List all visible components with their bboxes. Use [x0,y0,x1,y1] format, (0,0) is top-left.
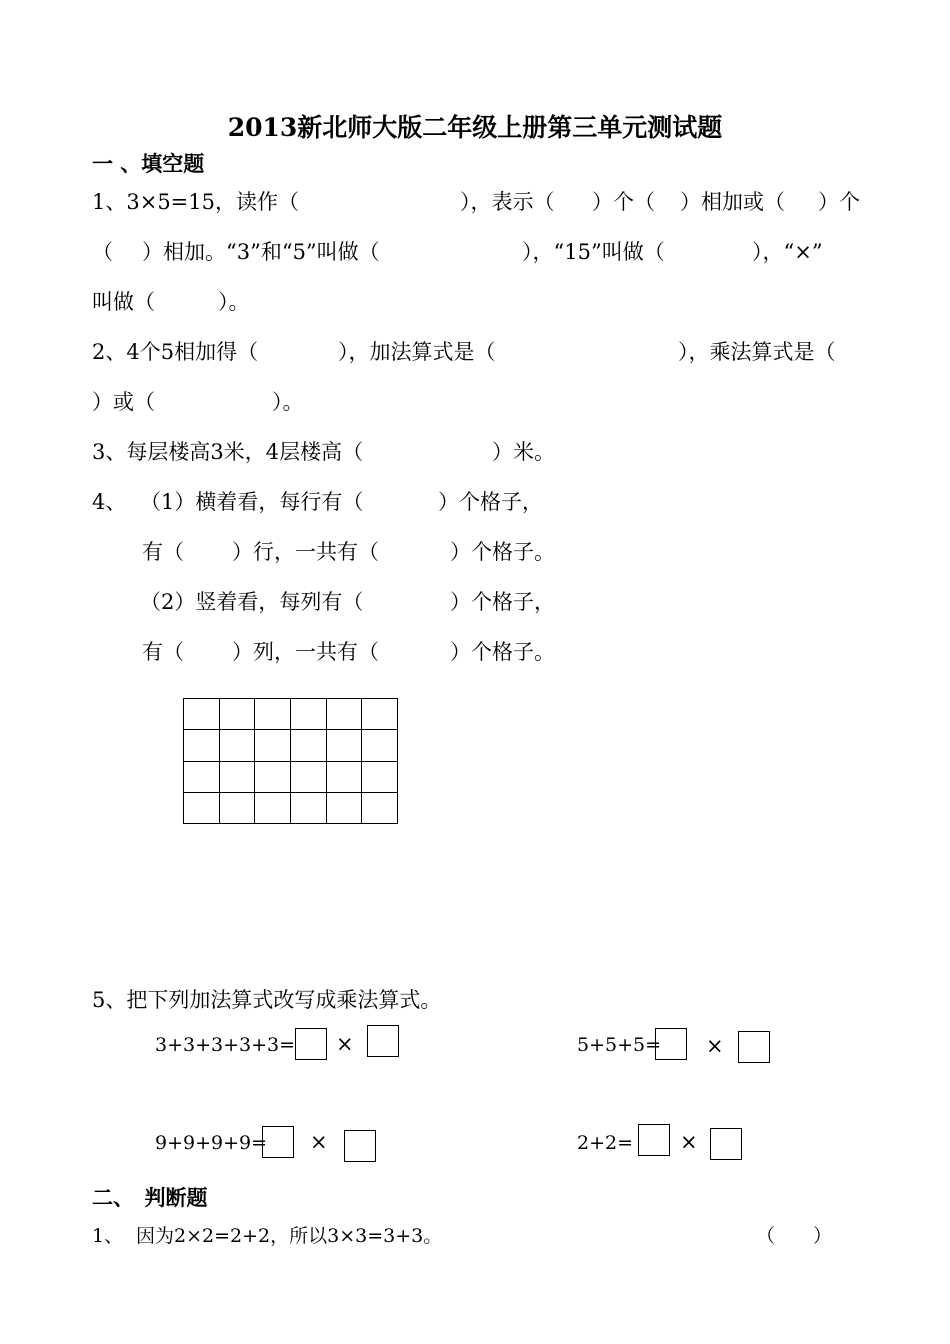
q5-expression: 9+9+9+9= [155,1132,268,1154]
q1-text: ）相加或（ [680,190,785,214]
q1-text: （ [92,240,113,264]
answer-box[interactable] [638,1124,670,1156]
q4-text: ）个格子， [438,490,543,514]
q1-text: ），表示（ [460,190,555,214]
answer-box[interactable] [738,1031,770,1063]
q2-text: ）或（ [92,390,155,414]
grid-cell [290,761,326,792]
q3-text: 3、每层楼高3米，4层楼高（ [92,440,364,464]
q4-text: ）个格子。 [450,540,555,564]
q2-text: 2、4个5相加得（ [92,340,259,364]
grid-cell [362,730,398,761]
q4-text: 有（ [142,540,184,564]
times-sign: × [310,1130,328,1154]
answer-box[interactable] [295,1028,327,1060]
q4-text: （2）竖着看，每列有（ [140,590,364,614]
q2-text: ），乘法算式是（ [678,340,836,364]
grid-cell [184,699,220,730]
grid-cell [290,792,326,823]
grid-cell [326,699,362,730]
answer-box[interactable] [710,1128,742,1160]
grid-cell [255,761,291,792]
q5-expression: 5+5+5= [577,1034,662,1056]
section-1-heading: 一 、填空题 [92,151,205,176]
q1-text: ）个（ [592,190,655,214]
q4-text: ）个格子， [450,590,555,614]
q1-text: ）个 [818,190,860,214]
judge-q1-answer[interactable]: （ ） [756,1225,833,1247]
grid-cell [219,792,255,823]
grid-cell [326,761,362,792]
grid-cell [362,761,398,792]
grid-cell [362,699,398,730]
answer-box[interactable] [262,1126,294,1158]
times-sign: × [680,1130,698,1154]
q4-text: ）个格子。 [450,640,555,664]
q5-expression: 3+3+3+3+3= [155,1034,296,1056]
q1-text: ），“×” [752,240,823,264]
grid-cell [219,730,255,761]
q4-text: 有（ [142,640,184,664]
grid-cell [255,730,291,761]
page-title: 2013新北师大版二年级上册第三单元测试题 [227,113,723,142]
q5-prompt: 5、把下列加法算式改写成乘法算式。 [92,988,442,1012]
grid-cell [219,761,255,792]
judge-q1-number: 1、 [92,1225,124,1247]
q4-text: ）行，一共有（ [232,540,379,564]
grid-cell [326,730,362,761]
q1-text: 1、3×5=15，读作（ [92,190,299,214]
q5-expression: 2+2= [577,1132,634,1154]
q2-text: ），加法算式是（ [338,340,496,364]
cell-grid [183,698,398,824]
grid-cell [326,792,362,823]
grid-cell [184,761,220,792]
q2-text: ）。 [272,390,304,414]
q1-text: 叫做（ ）。 [92,290,250,314]
q3-text: ）米。 [492,440,555,464]
grid-cell [184,730,220,761]
grid-row [184,730,398,761]
grid-cell [362,792,398,823]
grid-cell [255,699,291,730]
grid-cell [290,730,326,761]
judge-q1-text: 因为2×2=2+2，所以3×3=3+3。 [136,1225,443,1247]
grid-cell [184,792,220,823]
grid-cell [219,699,255,730]
answer-box[interactable] [655,1028,687,1060]
times-sign: × [706,1034,724,1058]
times-sign: × [336,1032,354,1056]
q4-number: 4、 [92,490,127,514]
grid-row [184,761,398,792]
q4-text: ）列，一共有（ [232,640,379,664]
q1-text: ）相加。“3”和“5”叫做（ [142,240,380,264]
q4-text: （1）横着看，每行有（ [140,490,364,514]
answer-box[interactable] [344,1130,376,1162]
section-2-heading: 二、 判断题 [92,1185,208,1210]
grid-cell [255,792,291,823]
grid-cell [290,699,326,730]
grid-row [184,699,398,730]
answer-box[interactable] [367,1025,399,1057]
q1-text: ），“15”叫做（ [522,240,665,264]
grid-row [184,792,398,823]
